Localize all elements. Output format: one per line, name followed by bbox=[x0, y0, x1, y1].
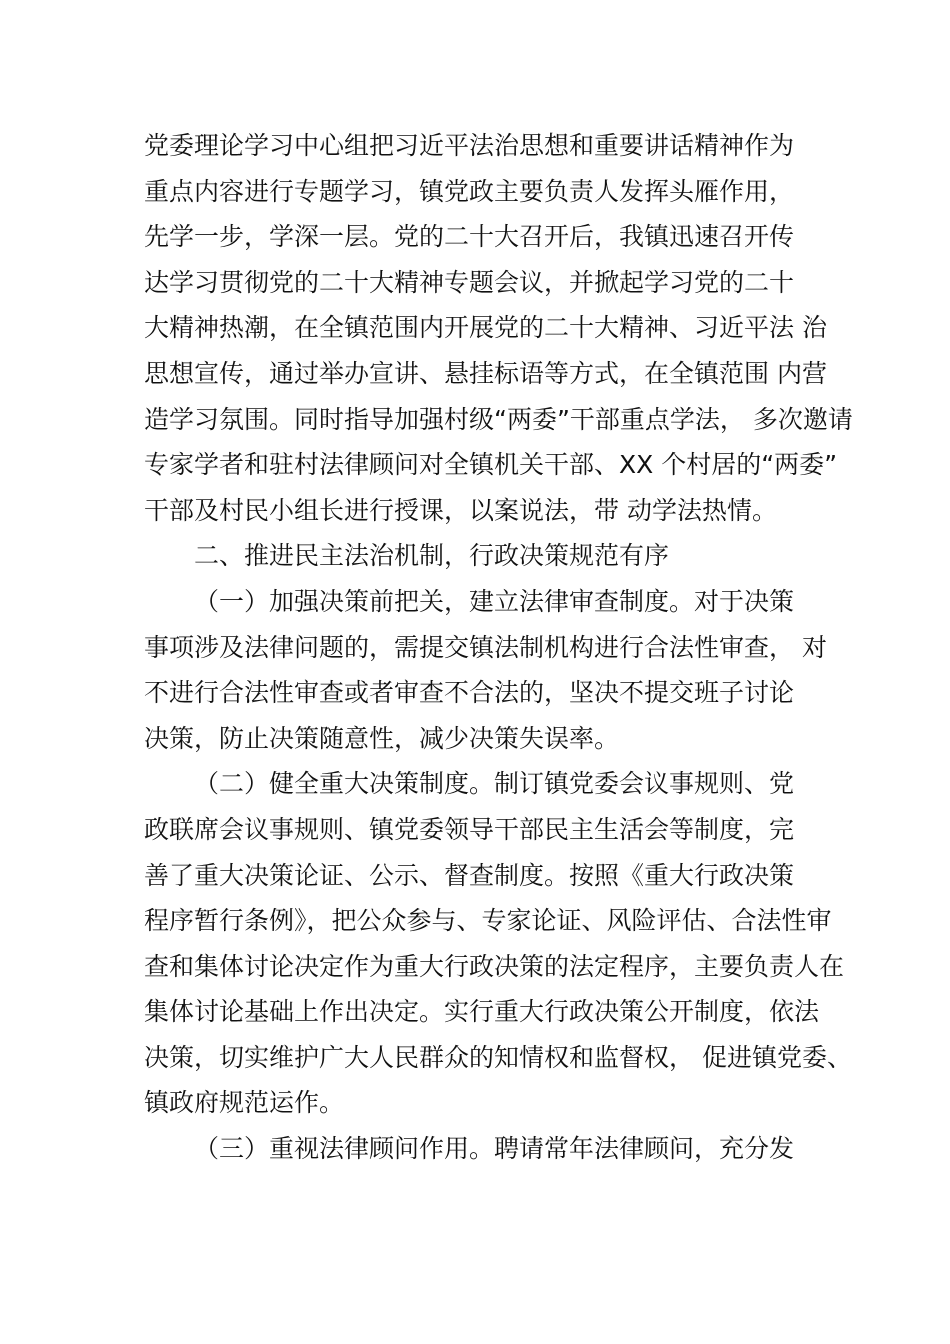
subsection-first-line: （三）重视法律顾问作用。聘请常年法律顾问，充分发 bbox=[194, 1134, 795, 1164]
body-line: 干部及村民小组长进行授课，以案说法，带 动学法热情。 bbox=[144, 495, 777, 525]
subsection-first-line: （一）加强决策前把关，建立法律审查制度。对于决策 bbox=[194, 586, 795, 616]
body-line: 重点内容进行专题学习，镇党政主要负责人发挥头雁作用， bbox=[144, 176, 795, 206]
body-line: 善了重大决策论证、公示、督查制度。按照《重大行政决策 bbox=[144, 860, 795, 890]
body-line: 决策，切实维护广大人民群众的知情权和监督权， 促进镇党委、 bbox=[144, 1042, 852, 1072]
subsection-first-line: （二）健全重大决策制度。制订镇党委会议事规则、党 bbox=[194, 769, 795, 799]
body-line: 达学习贯彻党的二十大精神专题会议，并掀起学习党的二十 bbox=[144, 267, 795, 297]
body-line: 集体讨论基础上作出决定。实行重大行政决策公开制度，依法 bbox=[144, 997, 820, 1027]
body-line: 事项涉及法律问题的，需提交镇法制机构进行合法性审查， 对 bbox=[144, 632, 827, 662]
body-line: 专家学者和驻村法律顾问对全镇机关干部、XX 个村居的“两委” bbox=[144, 450, 838, 480]
body-line: 决策，防止决策随意性，减少决策失误率。 bbox=[144, 723, 620, 753]
body-line: 不进行合法性审查或者审查不合法的，坚决不提交班子讨论 bbox=[144, 678, 795, 708]
body-line: 思想宣传，通过举办宣讲、悬挂标语等方式，在全镇范围 内营 bbox=[144, 358, 827, 388]
section-heading: 二、推进民主法治机制，行政决策规范有序 bbox=[194, 541, 670, 571]
body-line: 大精神热潮，在全镇范围内开展党的二十大精神、习近平法 治 bbox=[144, 313, 827, 343]
body-line: 造学习氛围。同时指导加强村级“两委”干部重点学法， 多次邀请 bbox=[144, 404, 853, 434]
document-body bbox=[144, 123, 853, 1172]
body-line: 政联席会议事规则、镇党委领导干部民主生活会等制度，完 bbox=[144, 814, 795, 844]
body-line: 查和集体讨论决定作为重大行政决策的法定程序，主要负责人在 bbox=[144, 951, 845, 981]
body-line: 先学一步，学深一层。党的二十大召开后，我镇迅速召开传 bbox=[144, 222, 795, 252]
body-line: 程序暂行条例》，把公众参与、专家论证、风险评估、合法性审 bbox=[144, 906, 832, 936]
body-line: 镇政府规范运作。 bbox=[144, 1088, 345, 1118]
body-line: 党委理论学习中心组把习近平法治思想和重要讲话精神作为 bbox=[144, 131, 795, 160]
